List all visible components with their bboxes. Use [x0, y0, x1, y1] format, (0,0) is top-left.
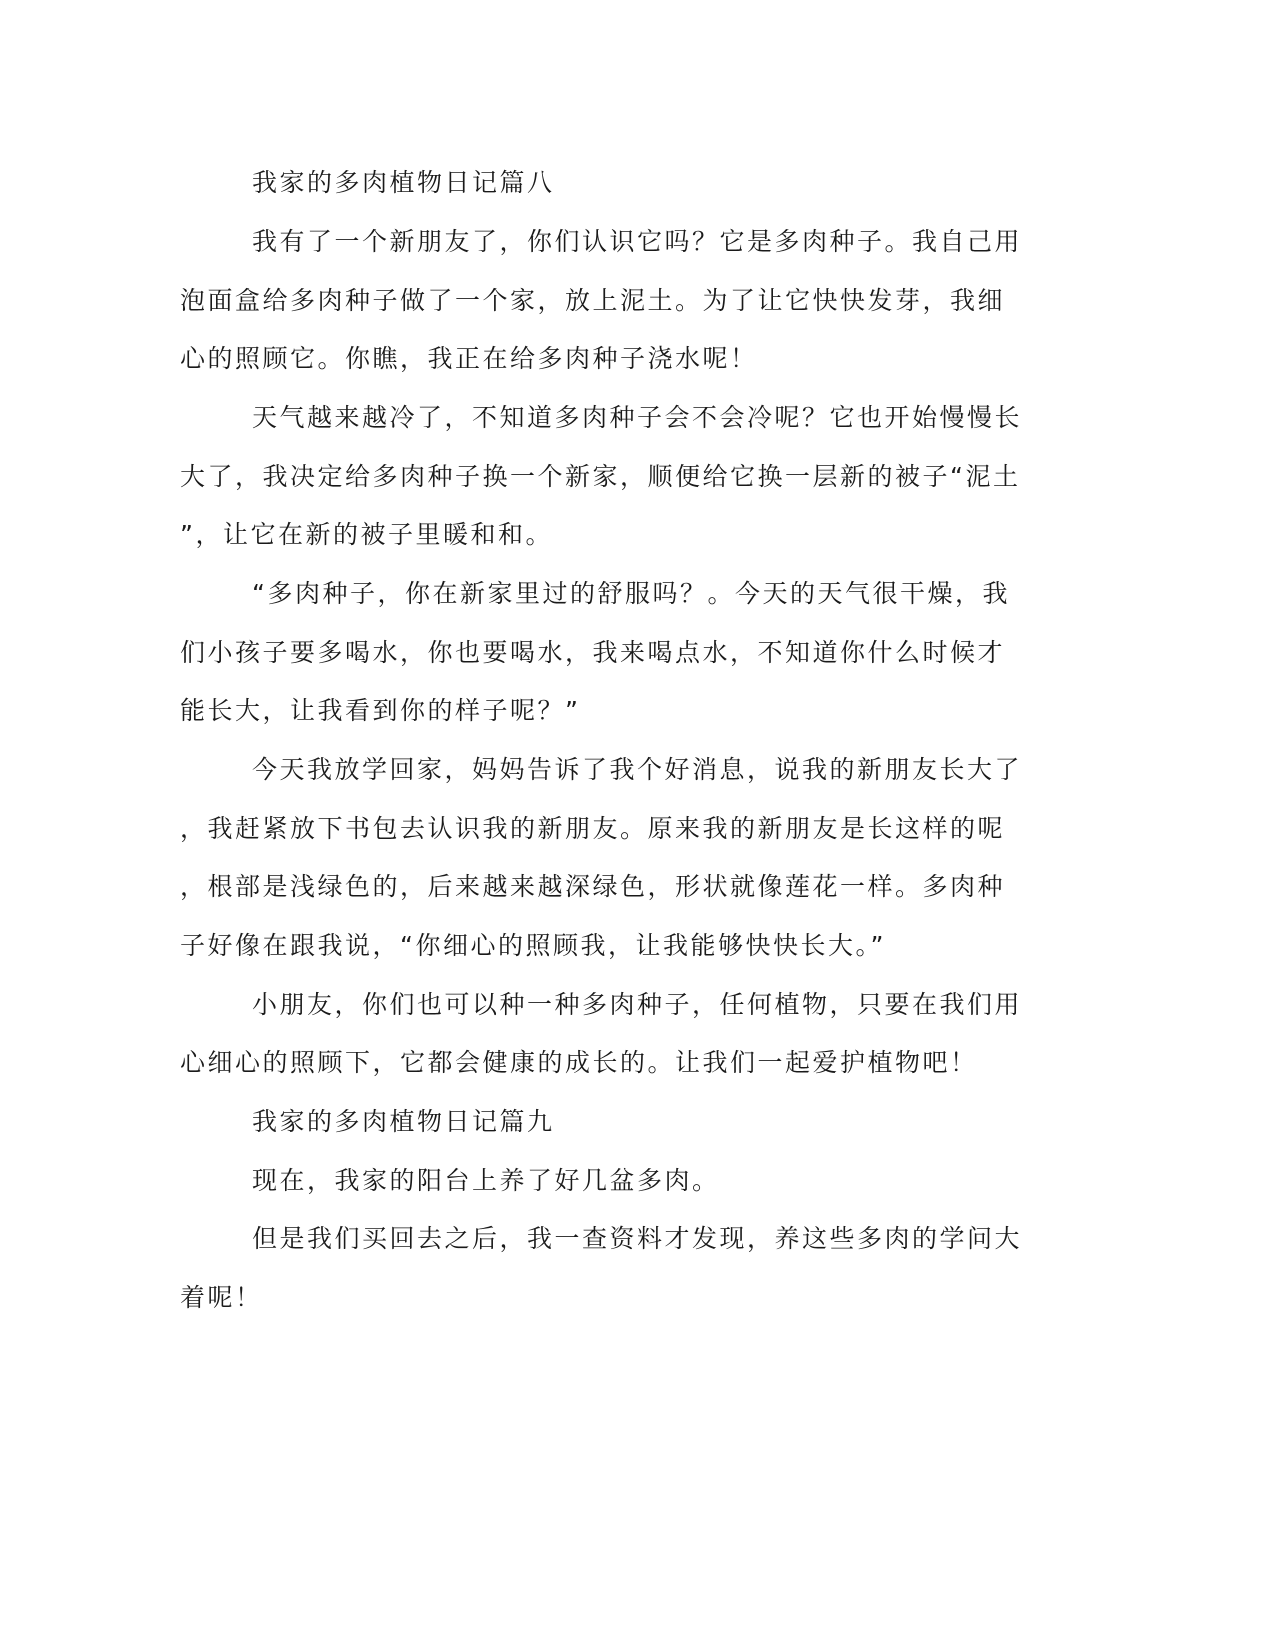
paragraph-line: ，我赶紧放下书包去认识我的新朋友。原来我的新朋友是长这样的呢	[180, 814, 1006, 843]
paragraph-line: 能长大，让我看到你的样子呢？”	[180, 696, 581, 725]
paragraph-line: 心的照顾它。你瞧，我正在给多肉种子浇水呢！	[180, 344, 758, 373]
paragraph-line: ”，让它在新的被子里暖和和。	[180, 520, 553, 549]
paragraph-line: 心细心的照顾下，它都会健康的成长的。让我们一起爱护植物吧！	[180, 1048, 978, 1077]
paragraph-line: 但是我们买回去之后，我一查资料才发现，养这些多肉的学问大	[252, 1224, 1023, 1253]
paragraph-line: 现在，我家的阳台上养了好几盆多肉。	[252, 1166, 720, 1195]
heading-part-8: 我家的多肉植物日记篇八	[252, 168, 555, 197]
paragraph-line: 我有了一个新朋友了，你们认识它吗？它是多肉种子。我自己用	[252, 227, 1023, 256]
paragraph-line: 大了，我决定给多肉种子换一个新家，顺便给它换一层新的被子“泥土	[180, 462, 1021, 491]
paragraph-line: “多肉种子，你在新家里过的舒服吗？。今天的天气很干燥，我	[252, 579, 1010, 608]
heading-part-9: 我家的多肉植物日记篇九	[252, 1107, 555, 1136]
paragraph-line: 今天我放学回家，妈妈告诉了我个好消息，说我的新朋友长大了	[252, 755, 1023, 784]
paragraph-line: ，根部是浅绿色的，后来越来越深绿色，形状就像莲花一样。多肉种	[180, 872, 1006, 901]
paragraph-line: 子好像在跟我说，“你细心的照顾我，让我能够快快长大。”	[180, 931, 886, 960]
paragraph-line: 着呢！	[180, 1283, 263, 1312]
paragraph-line: 天气越来越冷了，不知道多肉种子会不会冷呢？它也开始慢慢长	[252, 403, 1023, 432]
paragraph-line: 们小孩子要多喝水，你也要喝水，我来喝点水，不知道你什么时候才	[180, 638, 1006, 667]
paragraph-line: 小朋友，你们也可以种一种多肉种子，任何植物，只要在我们用	[252, 990, 1023, 1019]
paragraph-line: 泡面盒给多肉种子做了一个家，放上泥土。为了让它快快发芽，我细	[180, 286, 1006, 315]
